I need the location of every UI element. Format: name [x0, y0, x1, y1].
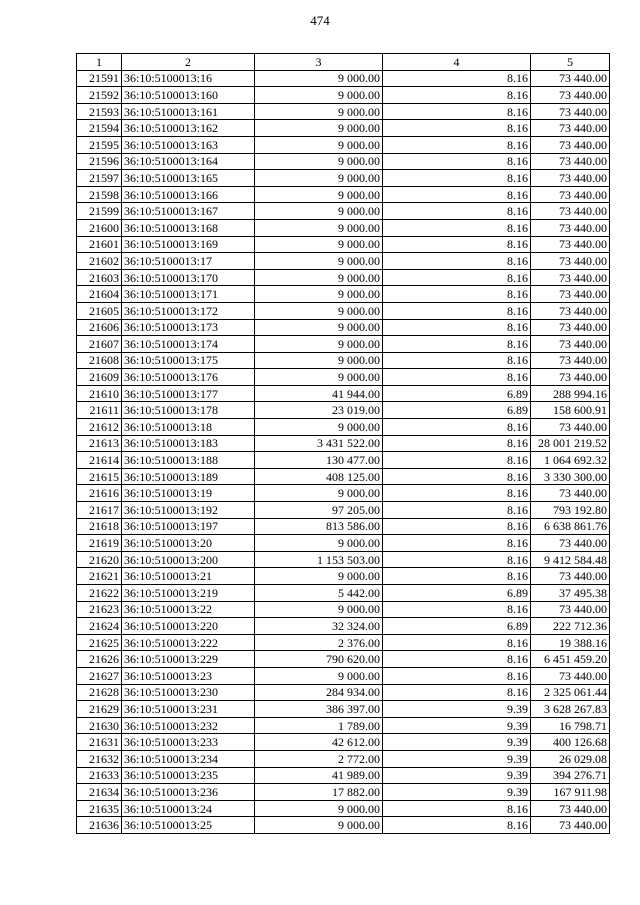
value-cell: 73 440.00 — [531, 352, 610, 369]
cadastre-table — [76, 53, 610, 834]
area-cell: 41 944.00 — [255, 385, 383, 402]
rate-cell: 8.16 — [383, 535, 531, 552]
area-cell: 32 324.00 — [255, 618, 383, 635]
area-cell: 1 153 503.00 — [255, 551, 383, 568]
table-row — [77, 750, 610, 767]
area-cell: 9 000.00 — [255, 103, 383, 120]
table-row — [77, 767, 610, 784]
cadastral-number-cell: 36:10:5100013:172 — [122, 302, 255, 319]
column-header-1: 1 — [77, 54, 122, 71]
table-row — [77, 468, 610, 485]
area-cell: 9 000.00 — [255, 601, 383, 618]
rate-cell: 8.16 — [383, 419, 531, 436]
rate-cell: 8.16 — [383, 800, 531, 817]
row-number-cell: 21614 — [77, 452, 122, 469]
row-number-cell: 21624 — [77, 618, 122, 635]
value-cell: 73 440.00 — [531, 136, 610, 153]
value-cell: 73 440.00 — [531, 236, 610, 253]
row-number-cell: 21609 — [77, 369, 122, 386]
row-number-cell: 21616 — [77, 485, 122, 502]
area-cell: 9 000.00 — [255, 203, 383, 220]
row-number-cell: 21628 — [77, 684, 122, 701]
area-cell: 2 772.00 — [255, 750, 383, 767]
value-cell: 28 001 219.52 — [531, 435, 610, 452]
rate-cell: 8.16 — [383, 170, 531, 187]
table-row — [77, 817, 610, 834]
rate-cell: 8.16 — [383, 336, 531, 353]
value-cell: 73 440.00 — [531, 269, 610, 286]
row-number-cell: 21623 — [77, 601, 122, 618]
cadastral-number-cell: 36:10:5100013:222 — [122, 634, 255, 651]
cadastral-number-cell: 36:10:5100013:165 — [122, 170, 255, 187]
row-number-cell: 21606 — [77, 319, 122, 336]
cadastral-number-cell: 36:10:5100013:21 — [122, 568, 255, 585]
row-number-cell: 21626 — [77, 651, 122, 668]
row-number-cell: 21594 — [77, 120, 122, 137]
rate-cell: 8.16 — [383, 551, 531, 568]
cadastral-number-cell: 36:10:5100013:236 — [122, 784, 255, 801]
value-cell: 400 126.68 — [531, 734, 610, 751]
cadastral-number-cell: 36:10:5100013:171 — [122, 286, 255, 303]
rate-cell: 9.39 — [383, 734, 531, 751]
value-cell: 3 628 267.83 — [531, 701, 610, 718]
value-cell: 73 440.00 — [531, 601, 610, 618]
table-row — [77, 269, 610, 286]
cadastral-number-cell: 36:10:5100013:232 — [122, 717, 255, 734]
table-row — [77, 87, 610, 104]
rate-cell: 8.16 — [383, 269, 531, 286]
row-number-cell: 21615 — [77, 468, 122, 485]
cadastral-number-cell: 36:10:5100013:18 — [122, 419, 255, 436]
area-cell: 2 376.00 — [255, 634, 383, 651]
value-cell: 2 325 061.44 — [531, 684, 610, 701]
area-cell: 9 000.00 — [255, 120, 383, 137]
rate-cell: 8.16 — [383, 153, 531, 170]
rate-cell: 8.16 — [383, 219, 531, 236]
row-number-cell: 21605 — [77, 302, 122, 319]
column-header-5: 5 — [531, 54, 610, 71]
row-number-cell: 21599 — [77, 203, 122, 220]
value-cell: 73 440.00 — [531, 219, 610, 236]
cadastral-number-cell: 36:10:5100013:177 — [122, 385, 255, 402]
area-cell: 9 000.00 — [255, 153, 383, 170]
area-cell: 1 789.00 — [255, 717, 383, 734]
area-cell: 17 882.00 — [255, 784, 383, 801]
rate-cell: 8.16 — [383, 684, 531, 701]
table-row — [77, 601, 610, 618]
table-row — [77, 302, 610, 319]
value-cell: 6 638 861.76 — [531, 518, 610, 535]
value-cell: 73 440.00 — [531, 302, 610, 319]
area-cell: 9 000.00 — [255, 170, 383, 187]
area-cell: 9 000.00 — [255, 369, 383, 386]
cadastral-number-cell: 36:10:5100013:166 — [122, 186, 255, 203]
area-cell: 23 019.00 — [255, 402, 383, 419]
rate-cell: 8.16 — [383, 120, 531, 137]
cadastral-number-cell: 36:10:5100013:192 — [122, 502, 255, 519]
rate-cell: 8.16 — [383, 452, 531, 469]
cadastral-number-cell: 36:10:5100013:161 — [122, 103, 255, 120]
row-number-cell: 21633 — [77, 767, 122, 784]
cadastral-number-cell: 36:10:5100013:234 — [122, 750, 255, 767]
table-row — [77, 203, 610, 220]
rate-cell: 9.39 — [383, 750, 531, 767]
cadastral-number-cell: 36:10:5100013:20 — [122, 535, 255, 552]
value-cell: 19 388.16 — [531, 634, 610, 651]
row-number-cell: 21608 — [77, 352, 122, 369]
value-cell: 73 440.00 — [531, 103, 610, 120]
cadastral-number-cell: 36:10:5100013:230 — [122, 684, 255, 701]
cadastral-number-cell: 36:10:5100013:167 — [122, 203, 255, 220]
value-cell: 73 440.00 — [531, 170, 610, 187]
table-row — [77, 219, 610, 236]
row-number-cell: 21592 — [77, 87, 122, 104]
value-cell: 73 440.00 — [531, 535, 610, 552]
table-row — [77, 667, 610, 684]
area-cell: 9 000.00 — [255, 535, 383, 552]
cadastral-number-cell: 36:10:5100013:219 — [122, 585, 255, 602]
rate-cell: 8.16 — [383, 369, 531, 386]
table-row — [77, 120, 610, 137]
table-row — [77, 236, 610, 253]
cadastral-number-cell: 36:10:5100013:235 — [122, 767, 255, 784]
cadastral-number-cell: 36:10:5100013:233 — [122, 734, 255, 751]
column-header-3: 3 — [255, 54, 383, 71]
value-cell: 288 994.16 — [531, 385, 610, 402]
row-number-cell: 21604 — [77, 286, 122, 303]
cadastral-number-cell: 36:10:5100013:162 — [122, 120, 255, 137]
value-cell: 73 440.00 — [531, 153, 610, 170]
cadastral-number-cell: 36:10:5100013:174 — [122, 336, 255, 353]
table-row — [77, 319, 610, 336]
table-row — [77, 651, 610, 668]
row-number-cell: 21603 — [77, 269, 122, 286]
rate-cell: 8.16 — [383, 518, 531, 535]
area-cell: 9 000.00 — [255, 286, 383, 303]
column-header-4: 4 — [383, 54, 531, 71]
row-number-cell: 21635 — [77, 800, 122, 817]
row-number-cell: 21627 — [77, 667, 122, 684]
value-cell: 73 440.00 — [531, 369, 610, 386]
table-row — [77, 153, 610, 170]
value-cell: 158 600.91 — [531, 402, 610, 419]
row-number-cell: 21598 — [77, 186, 122, 203]
cadastral-number-cell: 36:10:5100013:183 — [122, 435, 255, 452]
area-cell: 130 477.00 — [255, 452, 383, 469]
row-number-cell: 21607 — [77, 336, 122, 353]
table-row — [77, 435, 610, 452]
table-row — [77, 535, 610, 552]
value-cell: 73 440.00 — [531, 186, 610, 203]
table-row — [77, 485, 610, 502]
value-cell: 6 451 459.20 — [531, 651, 610, 668]
cadastral-number-cell: 36:10:5100013:164 — [122, 153, 255, 170]
row-number-cell: 21629 — [77, 701, 122, 718]
area-cell: 386 397.00 — [255, 701, 383, 718]
table-row — [77, 734, 610, 751]
row-number-cell: 21611 — [77, 402, 122, 419]
row-number-cell: 21617 — [77, 502, 122, 519]
value-cell: 73 440.00 — [531, 286, 610, 303]
row-number-cell: 21632 — [77, 750, 122, 767]
cadastral-number-cell: 36:10:5100013:163 — [122, 136, 255, 153]
table-row — [77, 784, 610, 801]
area-cell: 9 000.00 — [255, 319, 383, 336]
rate-cell: 8.16 — [383, 667, 531, 684]
table-row — [77, 170, 610, 187]
table-row — [77, 352, 610, 369]
table-row — [77, 385, 610, 402]
area-cell: 408 125.00 — [255, 468, 383, 485]
cadastral-number-cell: 36:10:5100013:175 — [122, 352, 255, 369]
rate-cell: 6.89 — [383, 385, 531, 402]
table-row — [77, 800, 610, 817]
row-number-cell: 21621 — [77, 568, 122, 585]
row-number-cell: 21600 — [77, 219, 122, 236]
cadastral-number-cell: 36:10:5100013:16 — [122, 70, 255, 87]
row-number-cell: 21619 — [77, 535, 122, 552]
value-cell: 73 440.00 — [531, 319, 610, 336]
rate-cell: 8.16 — [383, 568, 531, 585]
row-number-cell: 21593 — [77, 103, 122, 120]
area-cell: 790 620.00 — [255, 651, 383, 668]
table-row — [77, 568, 610, 585]
value-cell: 73 440.00 — [531, 70, 610, 87]
value-cell: 73 440.00 — [531, 568, 610, 585]
row-number-cell: 21622 — [77, 585, 122, 602]
cadastral-number-cell: 36:10:5100013:176 — [122, 369, 255, 386]
row-number-cell: 21636 — [77, 817, 122, 834]
rate-cell: 9.39 — [383, 784, 531, 801]
rate-cell: 9.39 — [383, 717, 531, 734]
value-cell: 1 064 692.32 — [531, 452, 610, 469]
row-number-cell: 21634 — [77, 784, 122, 801]
area-cell: 9 000.00 — [255, 568, 383, 585]
header-row — [77, 54, 610, 71]
row-number-cell: 21591 — [77, 70, 122, 87]
value-cell: 73 440.00 — [531, 419, 610, 436]
cadastral-number-cell: 36:10:5100013:178 — [122, 402, 255, 419]
cadastral-number-cell: 36:10:5100013:200 — [122, 551, 255, 568]
rate-cell: 8.16 — [383, 103, 531, 120]
value-cell: 16 798.71 — [531, 717, 610, 734]
cadastral-number-cell: 36:10:5100013:173 — [122, 319, 255, 336]
cadastral-number-cell: 36:10:5100013:25 — [122, 817, 255, 834]
page-number: 474 — [310, 13, 330, 28]
row-number-cell: 21618 — [77, 518, 122, 535]
rate-cell: 6.89 — [383, 402, 531, 419]
value-cell: 26 029.08 — [531, 750, 610, 767]
rate-cell: 8.16 — [383, 87, 531, 104]
value-cell: 9 412 584.48 — [531, 551, 610, 568]
rate-cell: 8.16 — [383, 236, 531, 253]
value-cell: 73 440.00 — [531, 253, 610, 270]
cadastral-number-cell: 36:10:5100013:19 — [122, 485, 255, 502]
table-row — [77, 419, 610, 436]
area-cell: 9 000.00 — [255, 87, 383, 104]
value-cell: 73 440.00 — [531, 203, 610, 220]
rate-cell: 8.16 — [383, 319, 531, 336]
row-number-cell: 21630 — [77, 717, 122, 734]
cadastral-number-cell: 36:10:5100013:17 — [122, 253, 255, 270]
area-cell: 9 000.00 — [255, 219, 383, 236]
row-number-cell: 21597 — [77, 170, 122, 187]
rate-cell: 9.39 — [383, 767, 531, 784]
table-row — [77, 336, 610, 353]
table-row — [77, 402, 610, 419]
rate-cell: 8.16 — [383, 502, 531, 519]
rate-cell: 6.89 — [383, 585, 531, 602]
value-cell: 73 440.00 — [531, 800, 610, 817]
cadastral-number-cell: 36:10:5100013:169 — [122, 236, 255, 253]
area-cell: 9 000.00 — [255, 136, 383, 153]
area-cell: 9 000.00 — [255, 419, 383, 436]
row-number-cell: 21610 — [77, 385, 122, 402]
table-row — [77, 136, 610, 153]
table-row — [77, 551, 610, 568]
rate-cell: 8.16 — [383, 186, 531, 203]
area-cell: 9 000.00 — [255, 336, 383, 353]
row-number-cell: 21601 — [77, 236, 122, 253]
cadastral-number-cell: 36:10:5100013:24 — [122, 800, 255, 817]
cadastral-number-cell: 36:10:5100013:231 — [122, 701, 255, 718]
value-cell: 222 712.36 — [531, 618, 610, 635]
rate-cell: 8.16 — [383, 352, 531, 369]
rate-cell: 8.16 — [383, 136, 531, 153]
cadastral-number-cell: 36:10:5100013:22 — [122, 601, 255, 618]
rate-cell: 8.16 — [383, 253, 531, 270]
rate-cell: 8.16 — [383, 435, 531, 452]
area-cell: 5 442.00 — [255, 585, 383, 602]
rate-cell: 8.16 — [383, 302, 531, 319]
value-cell: 37 495.38 — [531, 585, 610, 602]
rate-cell: 8.16 — [383, 70, 531, 87]
area-cell: 9 000.00 — [255, 817, 383, 834]
row-number-cell: 21613 — [77, 435, 122, 452]
table-row — [77, 502, 610, 519]
area-cell: 284 934.00 — [255, 684, 383, 701]
value-cell: 793 192.80 — [531, 502, 610, 519]
row-number-cell: 21602 — [77, 253, 122, 270]
table-row — [77, 286, 610, 303]
value-cell: 3 330 300.00 — [531, 468, 610, 485]
row-number-cell: 21595 — [77, 136, 122, 153]
table-row — [77, 253, 610, 270]
cadastral-number-cell: 36:10:5100013:23 — [122, 667, 255, 684]
rate-cell: 8.16 — [383, 203, 531, 220]
table-row — [77, 585, 610, 602]
area-cell: 9 000.00 — [255, 253, 383, 270]
table-row — [77, 701, 610, 718]
area-cell: 9 000.00 — [255, 485, 383, 502]
table-row — [77, 618, 610, 635]
rate-cell: 6.89 — [383, 618, 531, 635]
rate-cell: 8.16 — [383, 601, 531, 618]
area-cell: 9 000.00 — [255, 186, 383, 203]
cadastral-number-cell: 36:10:5100013:160 — [122, 87, 255, 104]
rate-cell: 8.16 — [383, 634, 531, 651]
value-cell: 73 440.00 — [531, 485, 610, 502]
table-row — [77, 186, 610, 203]
rate-cell: 8.16 — [383, 485, 531, 502]
area-cell: 9 000.00 — [255, 302, 383, 319]
cadastral-number-cell: 36:10:5100013:220 — [122, 618, 255, 635]
table-row — [77, 634, 610, 651]
column-header-2: 2 — [122, 54, 255, 71]
value-cell: 73 440.00 — [531, 120, 610, 137]
table-row — [77, 717, 610, 734]
area-cell: 9 000.00 — [255, 800, 383, 817]
area-cell: 42 612.00 — [255, 734, 383, 751]
table-body — [77, 70, 610, 833]
row-number-cell: 21625 — [77, 634, 122, 651]
row-number-cell: 21612 — [77, 419, 122, 436]
area-cell: 9 000.00 — [255, 269, 383, 286]
row-number-cell: 21596 — [77, 153, 122, 170]
value-cell: 73 440.00 — [531, 336, 610, 353]
row-number-cell: 21620 — [77, 551, 122, 568]
cadastral-number-cell: 36:10:5100013:188 — [122, 452, 255, 469]
table-row — [77, 452, 610, 469]
area-cell: 9 000.00 — [255, 667, 383, 684]
area-cell: 3 431 522.00 — [255, 435, 383, 452]
area-cell: 41 989.00 — [255, 767, 383, 784]
rate-cell: 8.16 — [383, 286, 531, 303]
value-cell: 73 440.00 — [531, 817, 610, 834]
rate-cell: 8.16 — [383, 468, 531, 485]
table-row — [77, 70, 610, 87]
rate-cell: 8.16 — [383, 817, 531, 834]
cadastral-number-cell: 36:10:5100013:170 — [122, 269, 255, 286]
area-cell: 813 586.00 — [255, 518, 383, 535]
value-cell: 394 276.71 — [531, 767, 610, 784]
rate-cell: 8.16 — [383, 651, 531, 668]
table-row — [77, 684, 610, 701]
rate-cell: 9.39 — [383, 701, 531, 718]
cadastral-number-cell: 36:10:5100013:189 — [122, 468, 255, 485]
area-cell: 97 205.00 — [255, 502, 383, 519]
area-cell: 9 000.00 — [255, 352, 383, 369]
cadastral-number-cell: 36:10:5100013:197 — [122, 518, 255, 535]
area-cell: 9 000.00 — [255, 70, 383, 87]
cadastral-number-cell: 36:10:5100013:229 — [122, 651, 255, 668]
row-number-cell: 21631 — [77, 734, 122, 751]
value-cell: 73 440.00 — [531, 667, 610, 684]
table-row — [77, 103, 610, 120]
value-cell: 167 911.98 — [531, 784, 610, 801]
table-row — [77, 369, 610, 386]
table-row — [77, 518, 610, 535]
value-cell: 73 440.00 — [531, 87, 610, 104]
cadastral-number-cell: 36:10:5100013:168 — [122, 219, 255, 236]
area-cell: 9 000.00 — [255, 236, 383, 253]
